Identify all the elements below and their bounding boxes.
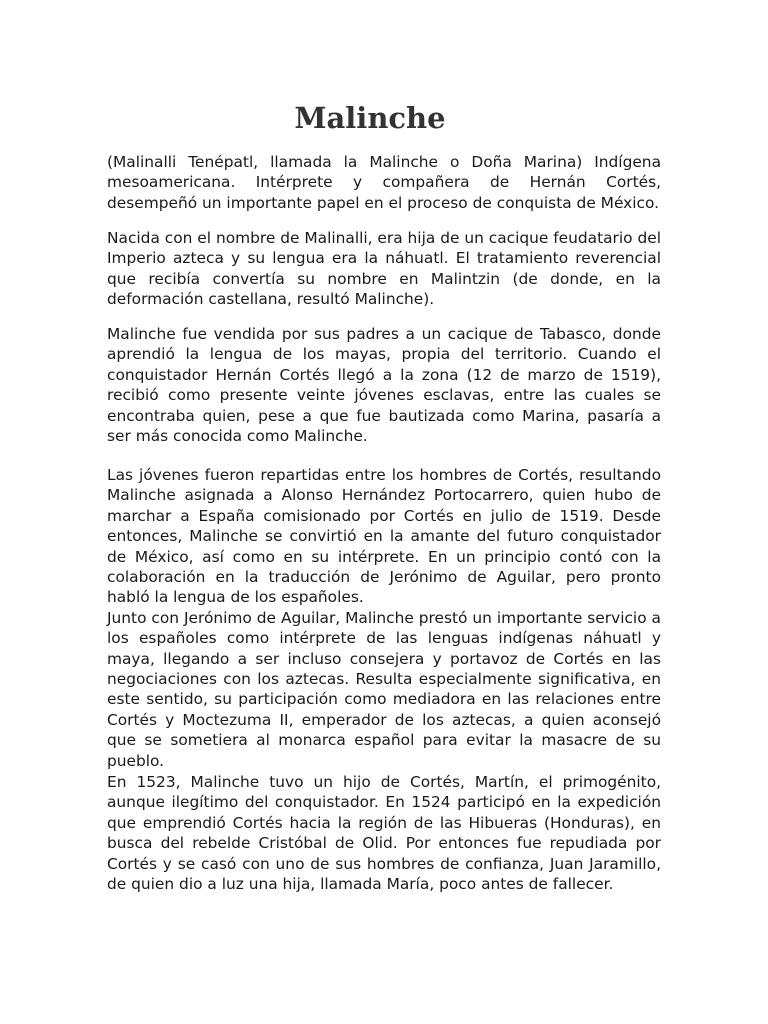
paragraph-1: (Malinalli Tenépatl, llamada la Malinche o Doña Marina) Indígena mesoamericana. Intérprete y compañera de Hernán Cortés, desempeñó un importante papel en el proceso de conquista de México.: [107, 153, 661, 212]
paragraph-intro: [107, 152, 661, 213]
paragraph-sold: [107, 324, 661, 446]
page-title: Malinche: [294, 101, 446, 135]
paragraph-interpreter: [107, 465, 661, 771]
paragraph-4: Las jóvenes fueron repartidas entre los hombres de Cortés, resultando Malinche asignada a Alonso Hernández Portocarrero, quien hubo de marchar a España comisionado por Cortés en julio de 1519. Desde entonces, Malinche se convirtió en la amante del futuro conquistador de México, así como en su intérprete. En un principio contó con la colaboración en la traducción de Jerónimo de Aguilar, pero pronto habló la lengua de los españoles.: [107, 466, 661, 607]
paragraph-2: Nacida con el nombre de Malinalli, era hija de un cacique feudatario del Imperio azteca y su lengua era la náhuatl. El tratamiento reverencial que recibía convertía su nombre en Malintzin (de donde, en la deformación castellana, resultó Malinche).: [107, 229, 661, 309]
paragraph-later-life: [107, 772, 661, 894]
paragraph-3: Malinche fue vendida por sus padres a un cacique de Tabasco, donde aprendió la lengua de los mayas, propia del territorio. Cuando el conquistador Hernán Cortés llegó a la zona (12 de marzo de 1519), recibió como presente veinte jóvenes esclavas, entre las cuales se encontraba quien, pese a que fue bautizada como Marina, pasaría a ser más conocida como Malinche.: [107, 325, 661, 446]
paragraph-6: En 1523, Malinche tuvo un hijo de Cortés, Martín, el primogénito, aunque ilegítimo del conquistador. En 1524 participó en la expedición que emprendió Cortés hacia la región de las Hibueras (Honduras), en busca del rebelde Cristóbal de Olid. Por entonces fue repudiada por Cortés y se casó con uno de sus hombres de confianza, Juan Jaramillo, de quien dio a luz una hija, llamada María, poco antes de fallecer.: [107, 773, 661, 894]
paragraph-5: Junto con Jerónimo de Aguilar, Malinche prestó un importante servicio a los españoles como intérprete de las lenguas indígenas náhuatl y maya, llegando a ser incluso consejera y portavoz de Cortés en las negociaciones con los aztecas. Resulta especialmente significativa, en este sentido, su participación como mediadora en las relaciones entre Cortés y Moctezuma II, emperador de los aztecas, a quien aconsejó que se sometiera al monarca español para evitar la masacre de su pueblo.: [107, 608, 661, 770]
paragraph-origin: [107, 228, 661, 310]
